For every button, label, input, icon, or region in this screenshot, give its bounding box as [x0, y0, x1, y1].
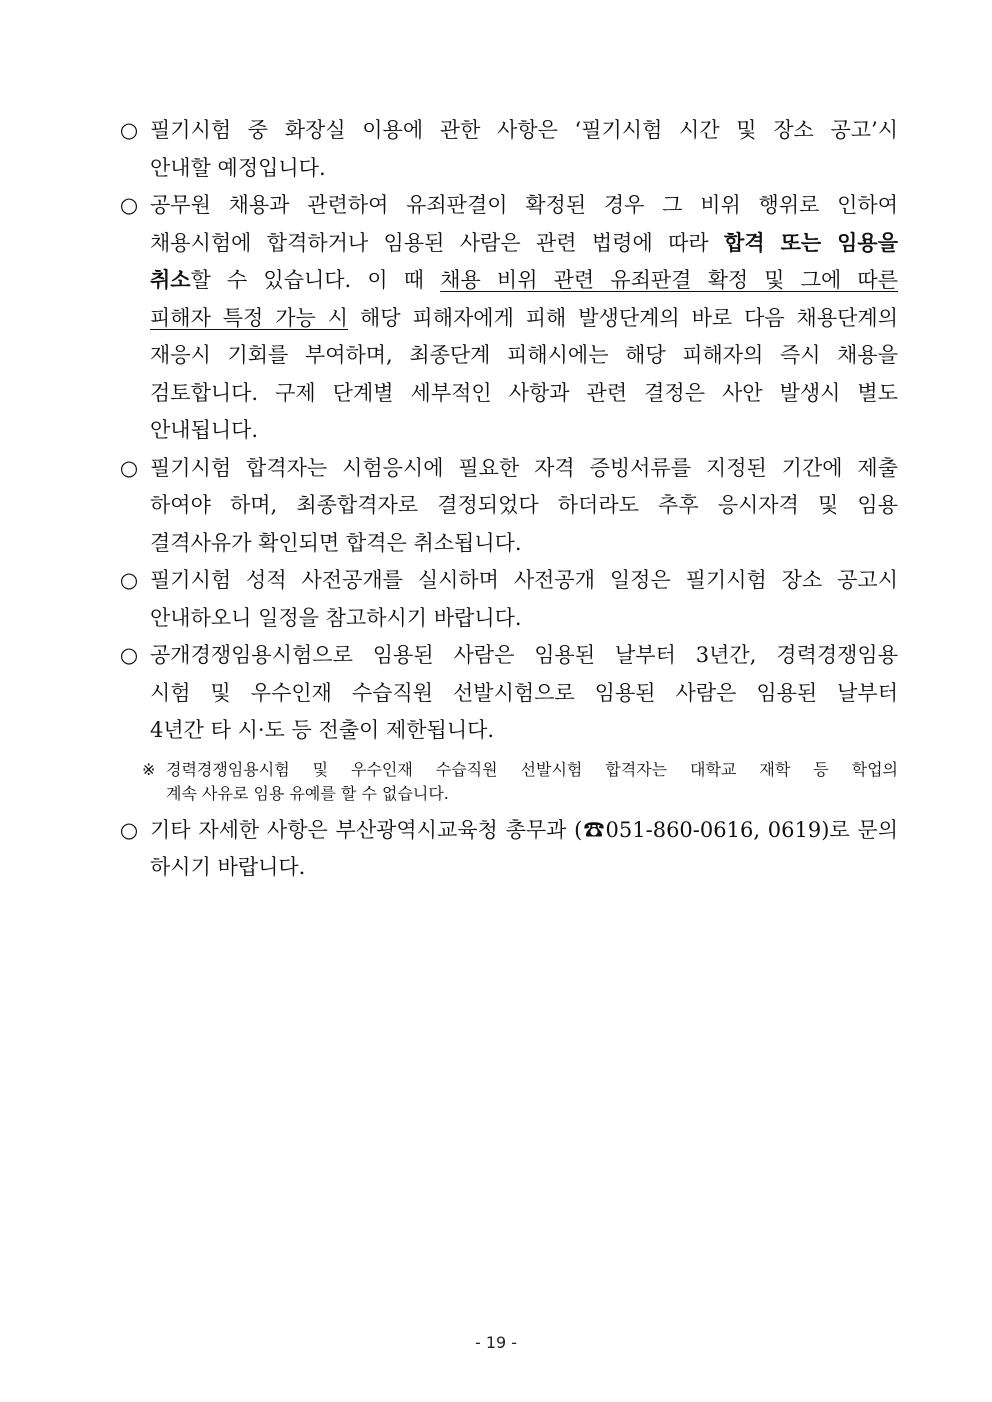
emphasis-text: 합격 또는 임용을	[724, 230, 899, 255]
notice-list-tail	[112, 812, 898, 887]
notice-line	[150, 487, 898, 525]
page-number: - 19 -	[474, 1333, 518, 1352]
text-segment: 필기시험 성적 사전공개를 실시하며 사전공개 일정은 필기시험 장소 공고시	[150, 568, 898, 592]
circle-bullet-icon: ○	[119, 568, 139, 592]
text-segment: 할 수 있습니다. 이 때	[190, 268, 441, 292]
circle-bullet-icon: ○	[119, 193, 139, 217]
underlined-text: 채용 비위 관련 유죄판결 확정 및 그에 따른	[440, 268, 898, 292]
note-block	[112, 758, 898, 806]
text-segment: 안내하오니 일정을 참고하시기 바랍니다.	[150, 605, 522, 630]
notice-item	[112, 187, 898, 450]
notice-line	[150, 337, 898, 375]
notice-line	[150, 300, 898, 338]
text-segment: 안내됩니다.	[150, 418, 259, 442]
text-segment: 필기시험 중 화장실 이용에 관한 사항은 ‘필기시험 시간 및 장소 공고’시	[150, 118, 898, 142]
note-line: 계속 사유로 임용 유예를 할 수 없습니다.	[166, 783, 449, 803]
text-segment: 필기시험 합격자는 시험응시에 필요한 자격 증빙서류를 지정된 기간에 제출	[150, 455, 898, 480]
notice-line	[150, 187, 898, 225]
notice-item	[112, 812, 898, 887]
notice-line	[150, 375, 898, 413]
text-segment: 재응시 기회를 부여하며, 최종단계 피해시에는 해당 피해자의 즉시 채용을	[150, 343, 898, 367]
text-segment: 하시기 바랍니다.	[150, 855, 306, 879]
notice-line	[150, 450, 898, 488]
notice-line	[150, 112, 898, 150]
notice-line	[150, 675, 898, 713]
notice-line	[150, 225, 898, 263]
notice-line	[150, 150, 898, 188]
notice-line	[150, 812, 898, 850]
notice-line	[150, 525, 898, 563]
text-segment: 하여야 하며, 최종합격자로 결정되었다 하더라도 추후 응시자격 및 임용	[150, 493, 898, 517]
note-mark: ※	[142, 759, 156, 779]
notice-line	[150, 849, 898, 887]
emphasis-text: 취소	[150, 268, 191, 292]
text-segment: 채용시험에 합격하거나 임용된 사람은 관련 법령에 따라	[150, 230, 725, 255]
text-segment: 시험 및 우수인재 수습직원 선발시험으로 임용된 사람은 임용된 날부터	[150, 680, 898, 705]
circle-bullet-icon: ○	[119, 455, 139, 480]
notice-item	[112, 637, 898, 750]
text-segment: 안내할 예정입니다.	[150, 155, 326, 180]
notice-line	[150, 712, 898, 750]
text-segment: 기타 자세한 사항은 부산광역시교육청 총무과 (☎051-860-0616, 0619)로 문의	[150, 817, 898, 842]
note-line: 경력경쟁임용시험 및 우수인재 수습직원 선발시험 합격자는 대학교 재학 등 학업의	[166, 759, 898, 779]
notice-line	[150, 637, 898, 675]
notice-line	[150, 262, 898, 300]
text-segment: 공개경쟁임용시험으로 임용된 사람은 임용된 날부터 3년간, 경력경쟁임용	[150, 643, 898, 667]
text-segment: 해당 피해자에게 피해 발생단계의 바로 다음 채용단계의	[348, 305, 898, 330]
underlined-text: 피해자 특정 가능 시	[150, 305, 349, 330]
text-segment: 검토합니다. 구제 단계별 세부적인 사항과 관련 결정은 사안 발생시 별도	[150, 380, 898, 405]
text-segment: 4년간 타 시·도 등 전출이 제한됩니다.	[150, 718, 495, 742]
document-body	[112, 112, 898, 887]
notice-line	[150, 600, 898, 638]
circle-bullet-icon: ○	[119, 643, 139, 667]
notice-line	[150, 412, 898, 450]
notice-list	[112, 112, 898, 750]
text-segment: 공무원 채용과 관련하여 유죄판결이 확정된 경우 그 비위 행위로 인하여	[150, 193, 898, 217]
notice-item	[112, 450, 898, 563]
notice-item	[112, 562, 898, 637]
notice-line	[150, 562, 898, 600]
text-segment: 결격사유가 확인되면 합격은 취소됩니다.	[150, 530, 522, 555]
circle-bullet-icon: ○	[119, 118, 139, 142]
circle-bullet-icon: ○	[119, 817, 139, 842]
notice-item	[112, 112, 898, 187]
